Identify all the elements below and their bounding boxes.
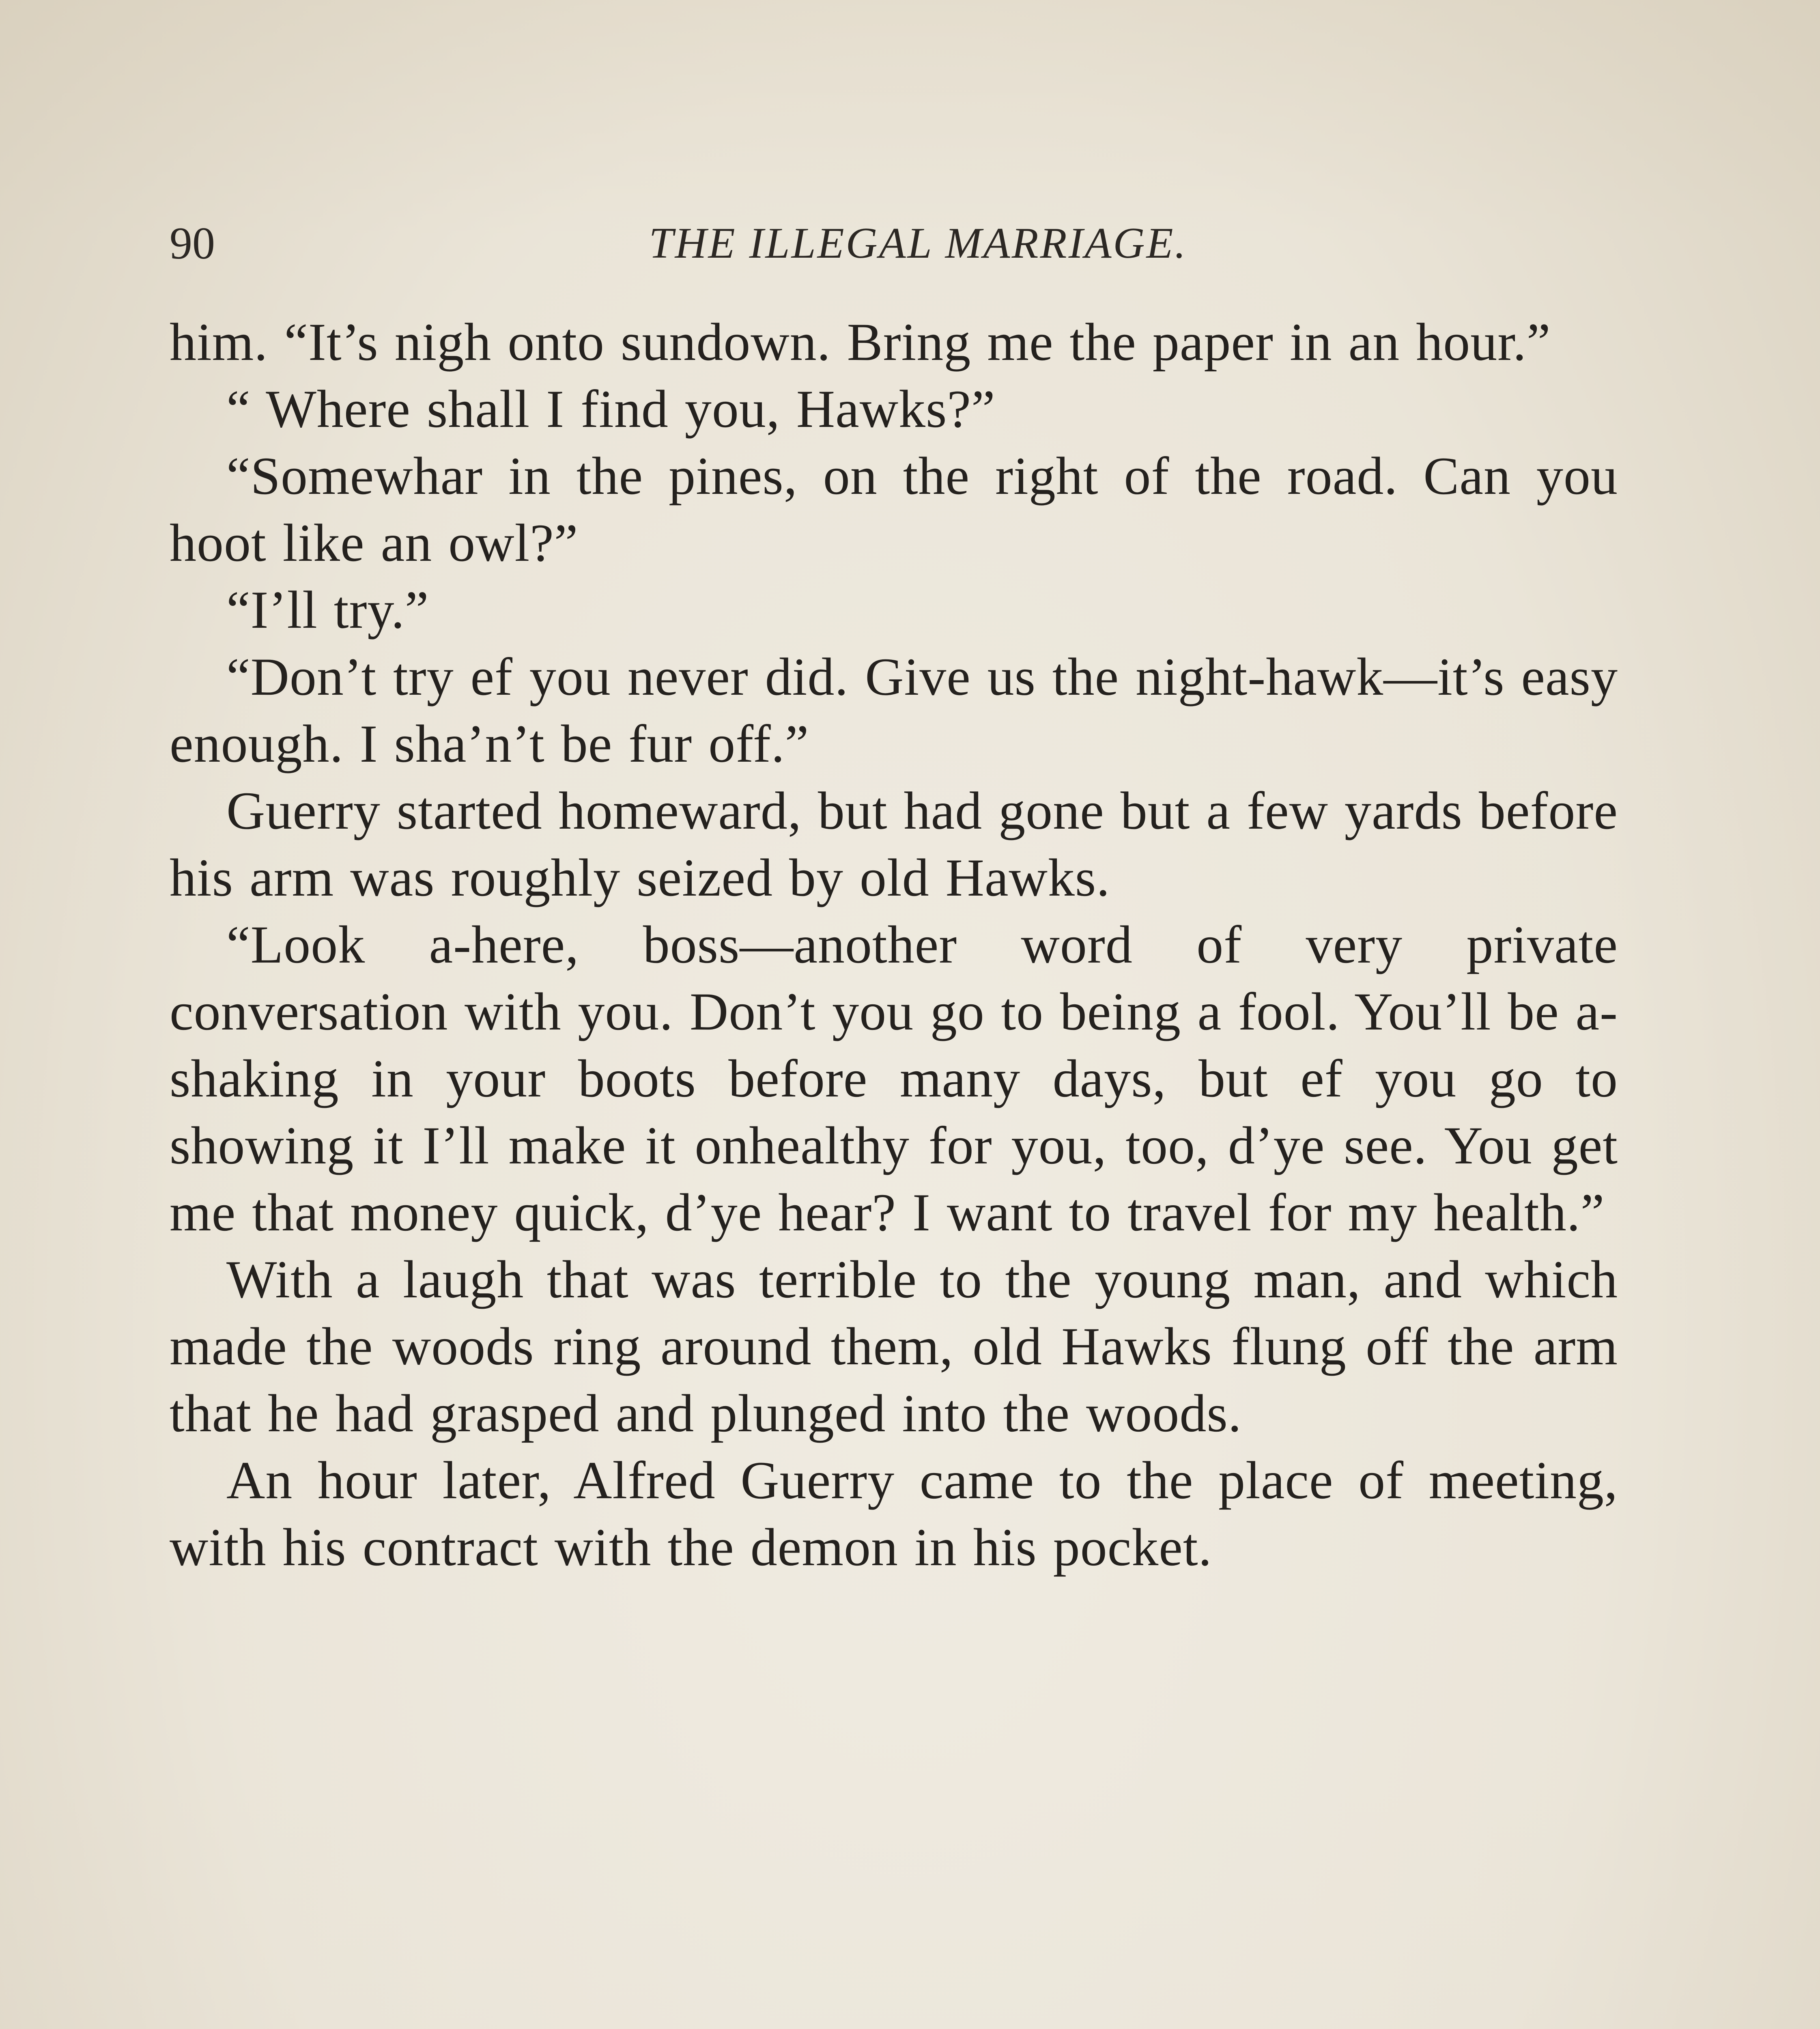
paragraph: “Somewhar in the pines, on the right of the road. Can you hoot like an owl?” — [170, 446, 1618, 573]
paragraph: “ Where shall I find you, Hawks?” — [226, 379, 996, 439]
paragraph: “Don’t try ef you never did. Give us the night-hawk—it’s easy enough. I sha’n’t be fur off.” — [170, 647, 1618, 773]
paragraph: “Look a-here, boss—another word of very private conversation with you. Don’t you go to being a fool. You’ll be a-shaking in your boots before many days, but ef you go to showing it I’ll make it onhealthy for you, too, d’ye see. You get me that money quick, d’ye hear? I want to travel for my health.” — [170, 915, 1618, 1242]
paragraph: Guerry started homeward, but had gone but a few yards before his arm was roughly seized by old Hawks. — [170, 781, 1618, 907]
page-header — [170, 211, 1618, 276]
running-title: THE ILLEGAL MARRIAGE. — [649, 219, 1188, 267]
paragraph: With a laugh that was terrible to the young man, and which made the woods ring around them, old Hawks flung off the arm that he had grasped and plunged into the woods. — [170, 1249, 1618, 1443]
paragraph: him. “It’s nigh onto sundown. Bring me the paper in an hour.” — [170, 312, 1551, 372]
paragraph: “I’ll try.” — [226, 580, 429, 640]
paragraph: An hour later, Alfred Guerry came to the place of meeting, with his contract with the demon in his pocket. — [170, 1450, 1618, 1577]
body-text — [170, 308, 1618, 1581]
page-number: 90 — [170, 218, 215, 269]
